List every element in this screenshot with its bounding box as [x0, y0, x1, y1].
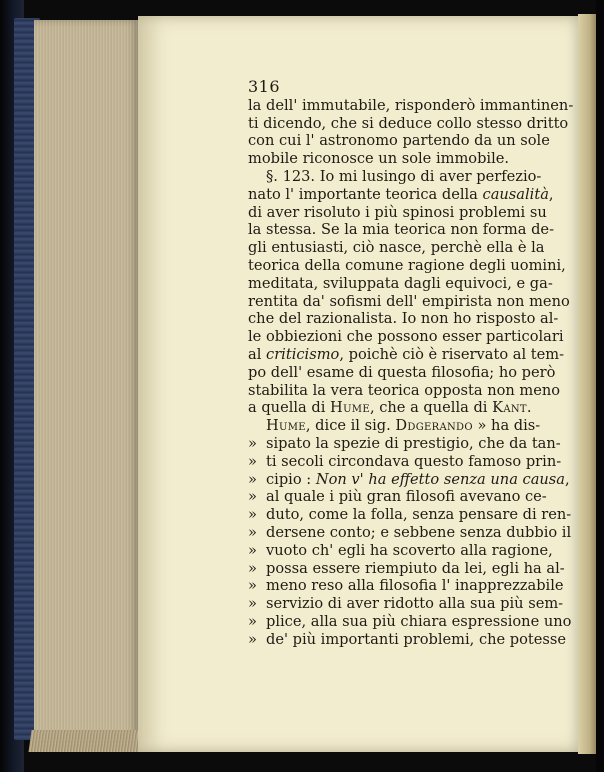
text-line	[248, 417, 560, 435]
text-line	[248, 186, 560, 204]
text-line: teorica della comune ragione degli uomini,	[248, 256, 566, 274]
text-line: che del razionalista. Io non ho risposto al-	[248, 310, 559, 328]
quote-mark: »	[248, 630, 257, 648]
text-span: , poichè ciò è riservato al tem-	[339, 345, 565, 363]
text-span: a quella di	[248, 399, 331, 417]
italic-term: causalità	[482, 185, 549, 203]
text-span: » ha dis-	[472, 417, 541, 435]
paragraph-2	[248, 167, 570, 417]
text-line: di aver risoluto i più spinosi problemi su	[248, 203, 547, 221]
text-span: ti secoli circondava questo famoso prin-	[266, 452, 562, 470]
text-span: possa essere riempiuto da lei, egli ha al-	[266, 559, 565, 577]
text-line: gli entusiasti, ciò nasce, perchè ella è la	[248, 239, 545, 257]
text-line: la stessa. Se la mia teorica non forma de-	[248, 221, 554, 239]
quoted-line	[248, 435, 560, 453]
quote-mark: »	[248, 470, 257, 488]
text-span: ,	[565, 470, 570, 488]
author-name: Kant	[492, 399, 527, 417]
text-line: rentita da' sofismi dell' empirista non meno	[248, 292, 570, 310]
text-line: la dell' immutabile, risponderò immantinen-	[248, 96, 574, 114]
author-name: Hume	[266, 417, 306, 435]
text-span: vuoto ch' egli ha scoverto alla ragione,	[266, 541, 553, 559]
author-name: Hume	[330, 399, 370, 417]
quote-mark: »	[248, 541, 257, 559]
quoted-line	[248, 559, 565, 578]
text-line	[248, 345, 565, 364]
page-stack-bottom	[28, 730, 143, 752]
quoted-line	[248, 506, 572, 524]
quoted-line	[248, 542, 560, 560]
quoted-line	[248, 630, 567, 649]
text-span: dersene conto; e sebbene senza dubbio il	[266, 523, 572, 541]
text-span: ,	[548, 185, 554, 203]
quoted-line	[248, 453, 560, 471]
quote-mark: »	[248, 523, 257, 541]
text-line	[248, 399, 560, 417]
quoted-line	[248, 523, 572, 542]
text-span: meno reso alla filosofia l' inapprezzabile	[266, 577, 564, 595]
text-span: sipato la spezie di prestigio, che da tan-	[266, 434, 561, 452]
text-span: cipio :	[266, 470, 316, 488]
text-span: al	[248, 345, 267, 363]
quote-mark: »	[248, 434, 257, 452]
text-line: po dell' esame di questa filosofia; ho però	[248, 363, 556, 381]
paragraph-3-quote	[248, 417, 572, 648]
page-text	[248, 77, 574, 649]
text-line: meditata, sviluppata dagli equivoci, e ga-	[248, 274, 553, 292]
text-line: §. 123. Io mi lusingo di aver perfezio-	[266, 167, 542, 185]
text-span: nato l' importante teorica della	[248, 185, 483, 203]
text-span: , che a quella di	[369, 399, 493, 417]
text-span: servizio di aver ridotto alla sua più sem-	[266, 595, 564, 613]
quoted-line	[248, 612, 572, 631]
text-span: plice, alla sua più chiara espressione uno	[266, 612, 572, 630]
facing-page-edge	[578, 14, 598, 754]
italic-maxim: Non v' ha effetto senza una causa	[315, 470, 565, 488]
paragraph-1	[248, 96, 574, 168]
quote-mark: »	[248, 506, 257, 524]
text-line: le obbiezioni che possono esser particolari	[248, 328, 564, 346]
italic-term: criticismo	[266, 345, 340, 363]
author-name: Ddgerando	[395, 417, 473, 435]
text-span: .	[526, 399, 532, 417]
quote-mark: »	[248, 559, 257, 577]
quoted-line	[248, 470, 570, 489]
text-line: mobile riconosce un sole immobile.	[248, 150, 510, 168]
text-line: stabilita la vera teorica opposta non meno	[248, 381, 561, 399]
text-span: , dice il sig.	[305, 417, 396, 435]
quoted-line	[248, 488, 560, 506]
text-line: ti dicendo, che si deduce collo stesso dritto	[248, 114, 569, 132]
page-number: 316	[248, 77, 281, 96]
quote-mark: »	[248, 595, 257, 613]
background-right	[596, 0, 604, 772]
quote-mark: »	[248, 577, 257, 595]
quote-mark: »	[248, 452, 257, 470]
quote-mark: »	[248, 612, 257, 630]
quoted-line	[248, 595, 564, 613]
quote-mark: »	[248, 488, 257, 506]
text-span: de' più importanti problemi, che potesse	[266, 630, 567, 648]
text-line: con cui l' astronomo partendo da un sole	[248, 132, 550, 150]
text-span: al quale i più gran filosofi avevano ce-	[266, 488, 547, 506]
quoted-line	[248, 577, 564, 595]
text-span: duto, come la folla, senza pensare di ren-	[266, 506, 572, 524]
page-stack-edge	[34, 20, 141, 748]
